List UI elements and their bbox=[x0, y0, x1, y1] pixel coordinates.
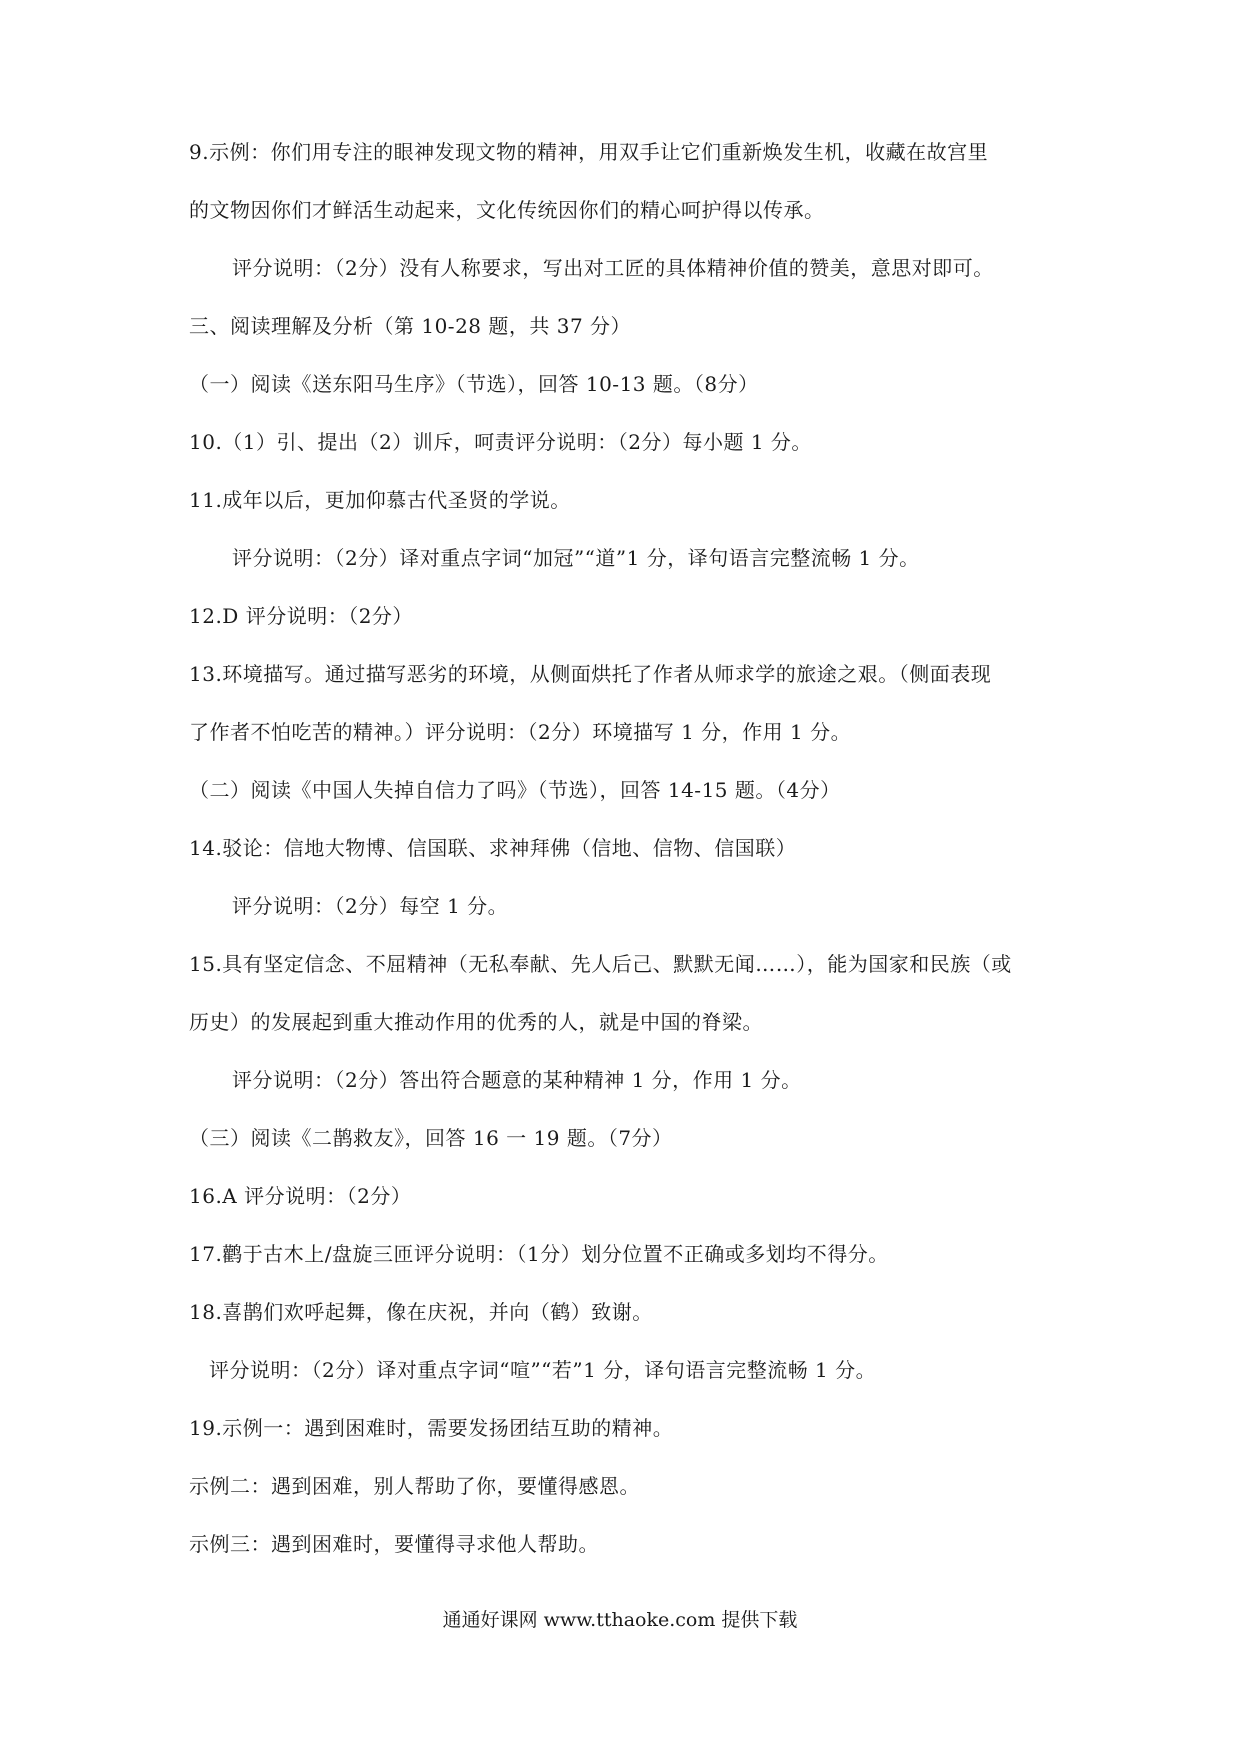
answer-15-line-2: 历史）的发展起到重大推动作用的优秀的人，就是中国的脊梁。 bbox=[189, 1010, 763, 1034]
answer-19-example-2: 示例二：遇到困难，别人帮助了你，要懂得感恩。 bbox=[189, 1474, 640, 1498]
page-footer: 通通好课网 www.tthaoke.com 提供下载 bbox=[442, 1609, 798, 1631]
part-1-heading: （一）阅读《送东阳马生序》（节选），回答 10-13 题。（8分） bbox=[189, 372, 759, 396]
answer-19-example-3: 示例三：遇到困难时，要懂得寻求他人帮助。 bbox=[189, 1532, 599, 1556]
answer-13-line-2: 了作者不怕吃苦的精神。）评分说明：（2分）环境描写 1 分，作用 1 分。 bbox=[189, 720, 852, 744]
answer-18: 18.喜鹊们欢呼起舞，像在庆祝，并向（鹤）致谢。 bbox=[189, 1300, 653, 1324]
answer-17: 17.鹳于古木上/盘旋三匝评分说明：（1分）划分位置不正确或多划均不得分。 bbox=[189, 1242, 889, 1266]
part-3-heading: （三）阅读《二鹊救友》，回答 16 一 19 题。（7分） bbox=[189, 1126, 673, 1150]
answer-14-scoring: 评分说明：（2分）每空 1 分。 bbox=[232, 894, 509, 918]
part-2-heading: （二）阅读《中国人失掉自信力了吗》（节选），回答 14-15 题。（4分） bbox=[189, 778, 841, 802]
answer-16: 16.A 评分说明：（2分） bbox=[189, 1184, 412, 1208]
answer-19-example-1: 19.示例一：遇到困难时，需要发扬团结互助的精神。 bbox=[189, 1416, 674, 1440]
answer-14: 14.驳论：信地大物博、信国联、求神拜佛（信地、信物、信国联） bbox=[189, 836, 797, 860]
answer-9-scoring: 评分说明：（2分）没有人称要求，写出对工匠的具体精神价值的赞美，意思对即可。 bbox=[232, 256, 994, 280]
answer-9-line-2: 的文物因你们才鲜活生动起来，文化传统因你们的精心呵护得以传承。 bbox=[189, 198, 825, 222]
answer-11: 11.成年以后，更加仰慕古代圣贤的学说。 bbox=[189, 488, 571, 512]
answer-18-scoring: 评分说明：（2分）译对重点字词“喧”“若”1 分，译句语言完整流畅 1 分。 bbox=[209, 1358, 877, 1382]
answer-12: 12.D 评分说明：（2分） bbox=[189, 604, 413, 628]
answer-13-line-1: 13.环境描写。通过描写恶劣的环境，从侧面烘托了作者从师求学的旅途之艰。（侧面表现 bbox=[189, 662, 992, 686]
section-3-heading: 三、阅读理解及分析（第 10-28 题，共 37 分） bbox=[189, 314, 632, 338]
answer-15-scoring: 评分说明：（2分）答出符合题意的某种精神 1 分，作用 1 分。 bbox=[232, 1068, 802, 1092]
answer-11-scoring: 评分说明：（2分）译对重点字词“加冠”“道”1 分，译句语言完整流畅 1 分。 bbox=[232, 546, 920, 570]
answer-10: 10.（1）引、提出（2）训斥，呵责评分说明：（2分）每小题 1 分。 bbox=[189, 430, 812, 454]
answer-15-line-1: 15.具有坚定信念、不屈精神（无私奉献、先人后己、默默无闻……），能为国家和民族（或 bbox=[189, 952, 1012, 976]
answer-9-line-1: 9.示例：你们用专注的眼神发现文物的精神，用双手让它们重新焕发生机，收藏在故宫里 bbox=[189, 140, 989, 164]
